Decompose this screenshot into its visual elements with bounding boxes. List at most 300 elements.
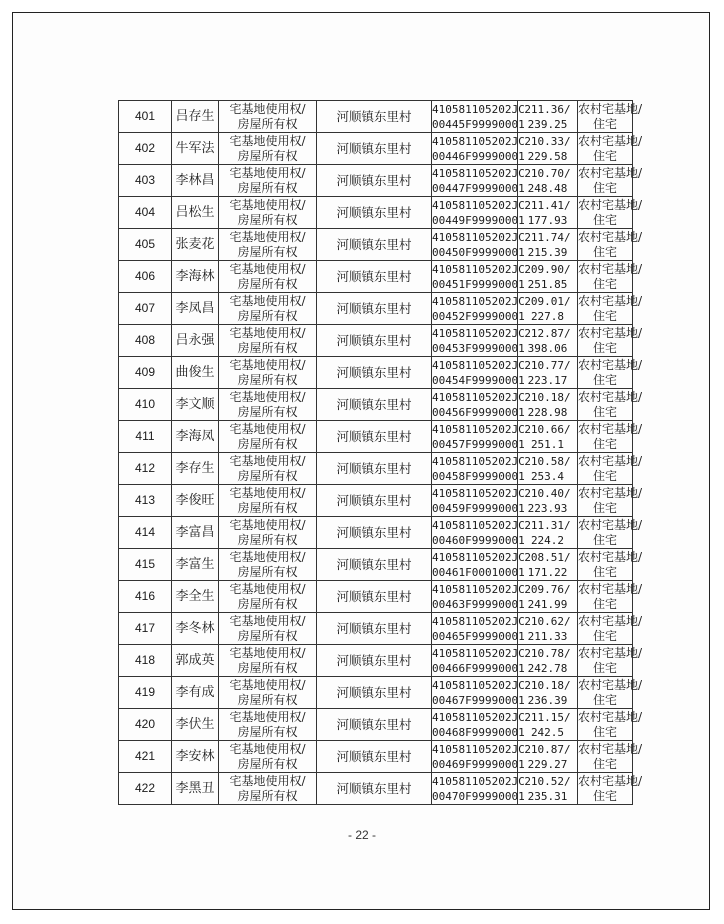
unit-code-cell (432, 581, 525, 613)
holder-name-cell: 李文顺 (172, 389, 219, 421)
location-cell: 河顺镇东里村 (317, 741, 432, 773)
land-use-cell (578, 325, 643, 357)
unit-code-line: 410581105202JC (432, 294, 525, 308)
land-use-line: 农村宅基地/ (578, 261, 643, 276)
holder-name-cell: 李富生 (172, 549, 219, 581)
unit-code-line: 00463F99990001 (432, 597, 525, 611)
right-type-line: 宅基地使用权/ (229, 261, 306, 276)
area-value-line: 241.99 (527, 597, 568, 611)
unit-code-cell (432, 197, 525, 229)
unit-code-line: 410581105202JC (432, 710, 525, 724)
location-cell: 河顺镇东里村 (317, 357, 432, 389)
area-value-line: 251.1 (530, 437, 565, 451)
area-value-line: 239.25 (527, 117, 568, 131)
unit-code-cell (432, 517, 525, 549)
right-type-line: 房屋所有权 (237, 628, 298, 643)
record-number-cell: 412 (119, 453, 172, 485)
area-value-line: 212.87/ (524, 326, 571, 340)
record-number-cell: 417 (119, 613, 172, 645)
table-row (119, 709, 633, 741)
registry-rows (119, 101, 643, 805)
land-use-line: 农村宅基地/ (578, 517, 643, 532)
holder-name-cell: 吕永强 (172, 325, 219, 357)
table-row (119, 165, 633, 197)
right-type-line: 宅基地使用权/ (229, 645, 306, 660)
location-cell: 河顺镇东里村 (317, 101, 432, 133)
unit-code-line: 410581105202JC (432, 454, 525, 468)
right-type-line: 房屋所有权 (237, 404, 298, 419)
right-type-line: 宅基地使用权/ (229, 421, 306, 436)
right-type-line: 宅基地使用权/ (229, 229, 306, 244)
unit-code-line: 410581105202JC (432, 646, 525, 660)
right-type-line: 房屋所有权 (237, 564, 298, 579)
right-type-line: 宅基地使用权/ (229, 677, 306, 692)
land-use-cell (578, 517, 643, 549)
unit-code-line: 410581105202JC (432, 326, 525, 340)
right-type-line: 宅基地使用权/ (229, 741, 306, 756)
unit-code-line: 410581105202JC (432, 102, 525, 116)
unit-code-line: 410581105202JC (432, 582, 525, 596)
location-cell: 河顺镇东里村 (317, 229, 432, 261)
right-type-line: 房屋所有权 (237, 372, 298, 387)
area-value-line: 398.06 (527, 341, 568, 355)
right-type-line: 宅基地使用权/ (229, 581, 306, 596)
registry-table (118, 100, 643, 805)
unit-code-line: 410581105202JC (432, 678, 525, 692)
location-cell: 河顺镇东里村 (317, 389, 432, 421)
table-row (119, 741, 633, 773)
land-use-cell (578, 421, 643, 453)
table-row (119, 389, 633, 421)
location-cell: 河顺镇东里村 (317, 709, 432, 741)
unit-code-cell (432, 261, 525, 293)
unit-code-line: 00450F99990001 (432, 245, 525, 259)
unit-code-line: 410581105202JC (432, 486, 525, 500)
land-use-line: 农村宅基地/ (578, 485, 643, 500)
table-row (119, 101, 633, 133)
land-use-line: 住宅 (592, 564, 617, 579)
right-type-cell (219, 613, 317, 645)
unit-code-line: 410581105202JC (432, 518, 525, 532)
land-use-line: 农村宅基地/ (578, 197, 643, 212)
land-use-line: 农村宅基地/ (578, 389, 643, 404)
land-use-line: 农村宅基地/ (578, 709, 643, 724)
location-cell: 河顺镇东里村 (317, 677, 432, 709)
right-type-cell (219, 773, 317, 805)
land-use-cell (578, 677, 643, 709)
right-type-cell (219, 581, 317, 613)
right-type-line: 宅基地使用权/ (229, 325, 306, 340)
table-row (119, 677, 633, 709)
unit-code-line: 00447F99990001 (432, 181, 525, 195)
land-use-line: 住宅 (592, 724, 617, 739)
area-value-line: 210.78/ (524, 646, 571, 660)
area-value-line: 253.4 (530, 469, 565, 483)
area-value-cell (518, 677, 578, 709)
right-type-line: 房屋所有权 (237, 468, 298, 483)
land-use-cell (578, 549, 643, 581)
land-use-line: 住宅 (592, 436, 617, 451)
unit-code-line: 410581105202JC (432, 774, 525, 788)
location-cell: 河顺镇东里村 (317, 645, 432, 677)
land-use-line: 住宅 (592, 340, 617, 355)
right-type-cell (219, 165, 317, 197)
unit-code-line: 00460F99990001 (432, 533, 525, 547)
land-use-line: 住宅 (592, 212, 617, 227)
area-value-line: 209.76/ (524, 582, 571, 596)
area-value-cell (518, 549, 578, 581)
land-use-line: 住宅 (592, 468, 617, 483)
unit-code-line: 00449F99990001 (432, 213, 525, 227)
unit-code-cell (432, 741, 525, 773)
unit-code-cell (432, 549, 525, 581)
area-value-cell (518, 165, 578, 197)
land-use-line: 住宅 (592, 404, 617, 419)
right-type-line: 房屋所有权 (237, 436, 298, 451)
land-use-line: 农村宅基地/ (578, 677, 643, 692)
right-type-line: 宅基地使用权/ (229, 357, 306, 372)
unit-code-line: 00461F00010001 (432, 565, 525, 579)
land-use-line: 住宅 (592, 756, 617, 771)
unit-code-cell (432, 773, 525, 805)
holder-name-cell: 李富昌 (172, 517, 219, 549)
area-value-line: 229.58 (527, 149, 568, 163)
land-use-line: 住宅 (592, 244, 617, 259)
land-use-cell (578, 389, 643, 421)
area-value-line: 211.41/ (524, 198, 571, 212)
record-number-cell: 413 (119, 485, 172, 517)
right-type-cell (219, 389, 317, 421)
right-type-line: 宅基地使用权/ (229, 453, 306, 468)
land-use-line: 住宅 (592, 788, 617, 803)
right-type-cell (219, 677, 317, 709)
area-value-line: 228.98 (527, 405, 568, 419)
right-type-cell (219, 325, 317, 357)
holder-name-cell: 李凤昌 (172, 293, 219, 325)
right-type-cell (219, 485, 317, 517)
land-use-cell (578, 165, 643, 197)
location-cell: 河顺镇东里村 (317, 485, 432, 517)
area-value-line: 209.01/ (524, 294, 571, 308)
area-value-cell (518, 197, 578, 229)
area-value-cell (518, 773, 578, 805)
record-number-cell: 410 (119, 389, 172, 421)
right-type-line: 房屋所有权 (237, 756, 298, 771)
area-value-line: 223.17 (527, 373, 568, 387)
location-cell: 河顺镇东里村 (317, 549, 432, 581)
holder-name-cell: 郭成英 (172, 645, 219, 677)
table-row (119, 133, 633, 165)
holder-name-cell: 李存生 (172, 453, 219, 485)
area-value-line: 229.27 (527, 757, 568, 771)
area-value-line: 235.31 (527, 789, 568, 803)
unit-code-line: 410581105202JC (432, 134, 525, 148)
unit-code-line: 00457F99990001 (432, 437, 525, 451)
table-row (119, 613, 633, 645)
holder-name-cell: 李伏生 (172, 709, 219, 741)
area-value-cell (518, 517, 578, 549)
area-value-cell (518, 229, 578, 261)
location-cell: 河顺镇东里村 (317, 325, 432, 357)
unit-code-line: 410581105202JC (432, 166, 525, 180)
land-use-cell (578, 773, 643, 805)
table-row (119, 517, 633, 549)
holder-name-cell: 吕松生 (172, 197, 219, 229)
record-number-cell: 406 (119, 261, 172, 293)
right-type-cell (219, 261, 317, 293)
land-use-line: 住宅 (592, 660, 617, 675)
unit-code-cell (432, 325, 525, 357)
unit-code-cell (432, 421, 525, 453)
land-use-line: 农村宅基地/ (578, 293, 643, 308)
land-use-line: 住宅 (592, 372, 617, 387)
land-use-line: 住宅 (592, 180, 617, 195)
right-type-line: 宅基地使用权/ (229, 133, 306, 148)
record-number-cell: 418 (119, 645, 172, 677)
land-use-line: 住宅 (592, 692, 617, 707)
land-use-line: 农村宅基地/ (578, 325, 643, 340)
location-cell: 河顺镇东里村 (317, 293, 432, 325)
location-cell: 河顺镇东里村 (317, 133, 432, 165)
land-use-cell (578, 645, 643, 677)
right-type-line: 宅基地使用权/ (229, 709, 306, 724)
area-value-line: 210.62/ (524, 614, 571, 628)
table-row (119, 229, 633, 261)
land-use-line: 农村宅基地/ (578, 357, 643, 372)
area-value-cell (518, 613, 578, 645)
right-type-line: 房屋所有权 (237, 692, 298, 707)
unit-code-cell (432, 677, 525, 709)
right-type-line: 宅基地使用权/ (229, 613, 306, 628)
holder-name-cell: 曲俊生 (172, 357, 219, 389)
right-type-cell (219, 197, 317, 229)
unit-code-line: 00467F99990001 (432, 693, 525, 707)
land-use-line: 农村宅基地/ (578, 549, 643, 564)
area-value-line: 210.40/ (524, 486, 571, 500)
land-use-line: 住宅 (592, 596, 617, 611)
table-row (119, 549, 633, 581)
land-use-line: 住宅 (592, 532, 617, 547)
unit-code-line: 410581105202JC (432, 422, 525, 436)
land-use-line: 农村宅基地/ (578, 613, 643, 628)
land-use-line: 农村宅基地/ (578, 773, 643, 788)
table-row (119, 453, 633, 485)
holder-name-cell: 李林昌 (172, 165, 219, 197)
right-type-line: 宅基地使用权/ (229, 485, 306, 500)
unit-code-line: 410581105202JC (432, 230, 525, 244)
unit-code-line: 410581105202JC (432, 550, 525, 564)
holder-name-cell: 李冬林 (172, 613, 219, 645)
unit-code-line: 00468F99990001 (432, 725, 525, 739)
unit-code-line: 410581105202JC (432, 358, 525, 372)
location-cell: 河顺镇东里村 (317, 197, 432, 229)
table-row (119, 357, 633, 389)
holder-name-cell: 李黑丑 (172, 773, 219, 805)
land-use-line: 农村宅基地/ (578, 741, 643, 756)
unit-code-cell (432, 357, 525, 389)
area-value-line: 210.70/ (524, 166, 571, 180)
right-type-cell (219, 645, 317, 677)
right-type-cell (219, 229, 317, 261)
right-type-cell (219, 133, 317, 165)
location-cell: 河顺镇东里村 (317, 613, 432, 645)
area-value-line: 208.51/ (524, 550, 571, 564)
area-value-line: 210.87/ (524, 742, 571, 756)
area-value-line: 211.74/ (524, 230, 571, 244)
record-number-cell: 403 (119, 165, 172, 197)
table-row (119, 773, 633, 805)
record-number-cell: 416 (119, 581, 172, 613)
record-number-cell: 408 (119, 325, 172, 357)
unit-code-cell (432, 229, 525, 261)
area-value-cell (518, 133, 578, 165)
unit-code-line: 00451F99990001 (432, 277, 525, 291)
land-use-line: 农村宅基地/ (578, 165, 643, 180)
table-row (119, 325, 633, 357)
unit-code-cell (432, 485, 525, 517)
record-number-cell: 411 (119, 421, 172, 453)
record-number-cell: 420 (119, 709, 172, 741)
unit-code-line: 00469F99990001 (432, 757, 525, 771)
location-cell: 河顺镇东里村 (317, 165, 432, 197)
right-type-cell (219, 549, 317, 581)
holder-name-cell: 李俊旺 (172, 485, 219, 517)
holder-name-cell: 张麦花 (172, 229, 219, 261)
area-value-cell (518, 485, 578, 517)
record-number-cell: 404 (119, 197, 172, 229)
area-value-line: 177.93 (527, 213, 568, 227)
land-use-cell (578, 709, 643, 741)
table-row (119, 261, 633, 293)
land-use-line: 农村宅基地/ (578, 581, 643, 596)
table-row (119, 645, 633, 677)
table-row (119, 197, 633, 229)
right-type-line: 房屋所有权 (237, 660, 298, 675)
land-use-cell (578, 229, 643, 261)
unit-code-line: 410581105202JC (432, 198, 525, 212)
land-use-line: 农村宅基地/ (578, 133, 643, 148)
unit-code-line: 00453F99990001 (432, 341, 525, 355)
area-value-line: 211.36/ (524, 102, 571, 116)
area-value-cell (518, 389, 578, 421)
area-value-line: 211.33 (527, 629, 568, 643)
right-type-cell (219, 421, 317, 453)
right-type-line: 宅基地使用权/ (229, 165, 306, 180)
right-type-line: 房屋所有权 (237, 148, 298, 163)
right-type-line: 房屋所有权 (237, 532, 298, 547)
location-cell: 河顺镇东里村 (317, 581, 432, 613)
page-number: - 22 - (347, 828, 376, 842)
land-use-line: 农村宅基地/ (578, 229, 643, 244)
location-cell: 河顺镇东里村 (317, 773, 432, 805)
area-value-line: 242.5 (530, 725, 565, 739)
holder-name-cell: 李海林 (172, 261, 219, 293)
right-type-line: 宅基地使用权/ (229, 389, 306, 404)
unit-code-cell (432, 453, 525, 485)
record-number-cell: 401 (119, 101, 172, 133)
right-type-line: 房屋所有权 (237, 724, 298, 739)
land-use-cell (578, 357, 643, 389)
location-cell: 河顺镇东里村 (317, 517, 432, 549)
right-type-line: 宅基地使用权/ (229, 517, 306, 532)
land-use-line: 农村宅基地/ (578, 645, 643, 660)
unit-code-line: 00445F99990001 (432, 117, 525, 131)
area-value-line: 210.58/ (524, 454, 571, 468)
unit-code-cell (432, 389, 525, 421)
area-value-line: 211.31/ (524, 518, 571, 532)
right-type-cell (219, 709, 317, 741)
right-type-cell (219, 517, 317, 549)
location-cell: 河顺镇东里村 (317, 261, 432, 293)
area-value-line: 210.66/ (524, 422, 571, 436)
land-use-line: 住宅 (592, 500, 617, 515)
land-use-cell (578, 613, 643, 645)
land-use-cell (578, 261, 643, 293)
land-use-line: 住宅 (592, 148, 617, 163)
area-value-line: 211.15/ (524, 710, 571, 724)
unit-code-line: 00458F99990001 (432, 469, 525, 483)
land-use-cell (578, 133, 643, 165)
area-value-line: 251.85 (527, 277, 568, 291)
unit-code-cell (432, 293, 525, 325)
unit-code-line: 410581105202JC (432, 742, 525, 756)
record-number-cell: 419 (119, 677, 172, 709)
unit-code-line: 00470F99990001 (432, 789, 525, 803)
area-value-line: 209.90/ (524, 262, 571, 276)
area-value-cell (518, 325, 578, 357)
area-value-line: 210.52/ (524, 774, 571, 788)
land-use-line: 农村宅基地/ (578, 453, 643, 468)
right-type-line: 房屋所有权 (237, 244, 298, 259)
record-number-cell: 409 (119, 357, 172, 389)
land-use-cell (578, 485, 643, 517)
area-value-cell (518, 261, 578, 293)
record-number-cell: 414 (119, 517, 172, 549)
record-number-cell: 415 (119, 549, 172, 581)
area-value-line: 242.78 (527, 661, 568, 675)
area-value-cell (518, 293, 578, 325)
area-value-cell (518, 101, 578, 133)
holder-name-cell: 吕存生 (172, 101, 219, 133)
unit-code-line: 00466F99990001 (432, 661, 525, 675)
right-type-line: 宅基地使用权/ (229, 549, 306, 564)
right-type-line: 房屋所有权 (237, 308, 298, 323)
unit-code-line: 00465F99990001 (432, 629, 525, 643)
unit-code-cell (432, 645, 525, 677)
table-row (119, 293, 633, 325)
unit-code-line: 410581105202JC (432, 262, 525, 276)
unit-code-line: 00454F99990001 (432, 373, 525, 387)
area-value-line: 223.93 (527, 501, 568, 515)
area-value-cell (518, 357, 578, 389)
right-type-line: 房屋所有权 (237, 116, 298, 131)
area-value-cell (518, 421, 578, 453)
unit-code-cell (432, 165, 525, 197)
right-type-line: 房屋所有权 (237, 212, 298, 227)
holder-name-cell: 李安林 (172, 741, 219, 773)
right-type-line: 宅基地使用权/ (229, 197, 306, 212)
unit-code-line: 00456F99990001 (432, 405, 525, 419)
record-number-cell: 407 (119, 293, 172, 325)
right-type-cell (219, 293, 317, 325)
land-use-line: 农村宅基地/ (578, 101, 643, 116)
land-use-cell (578, 453, 643, 485)
area-value-line: 227.8 (530, 309, 565, 323)
right-type-line: 宅基地使用权/ (229, 293, 306, 308)
land-use-line: 住宅 (592, 116, 617, 131)
record-number-cell: 422 (119, 773, 172, 805)
land-use-line: 住宅 (592, 628, 617, 643)
